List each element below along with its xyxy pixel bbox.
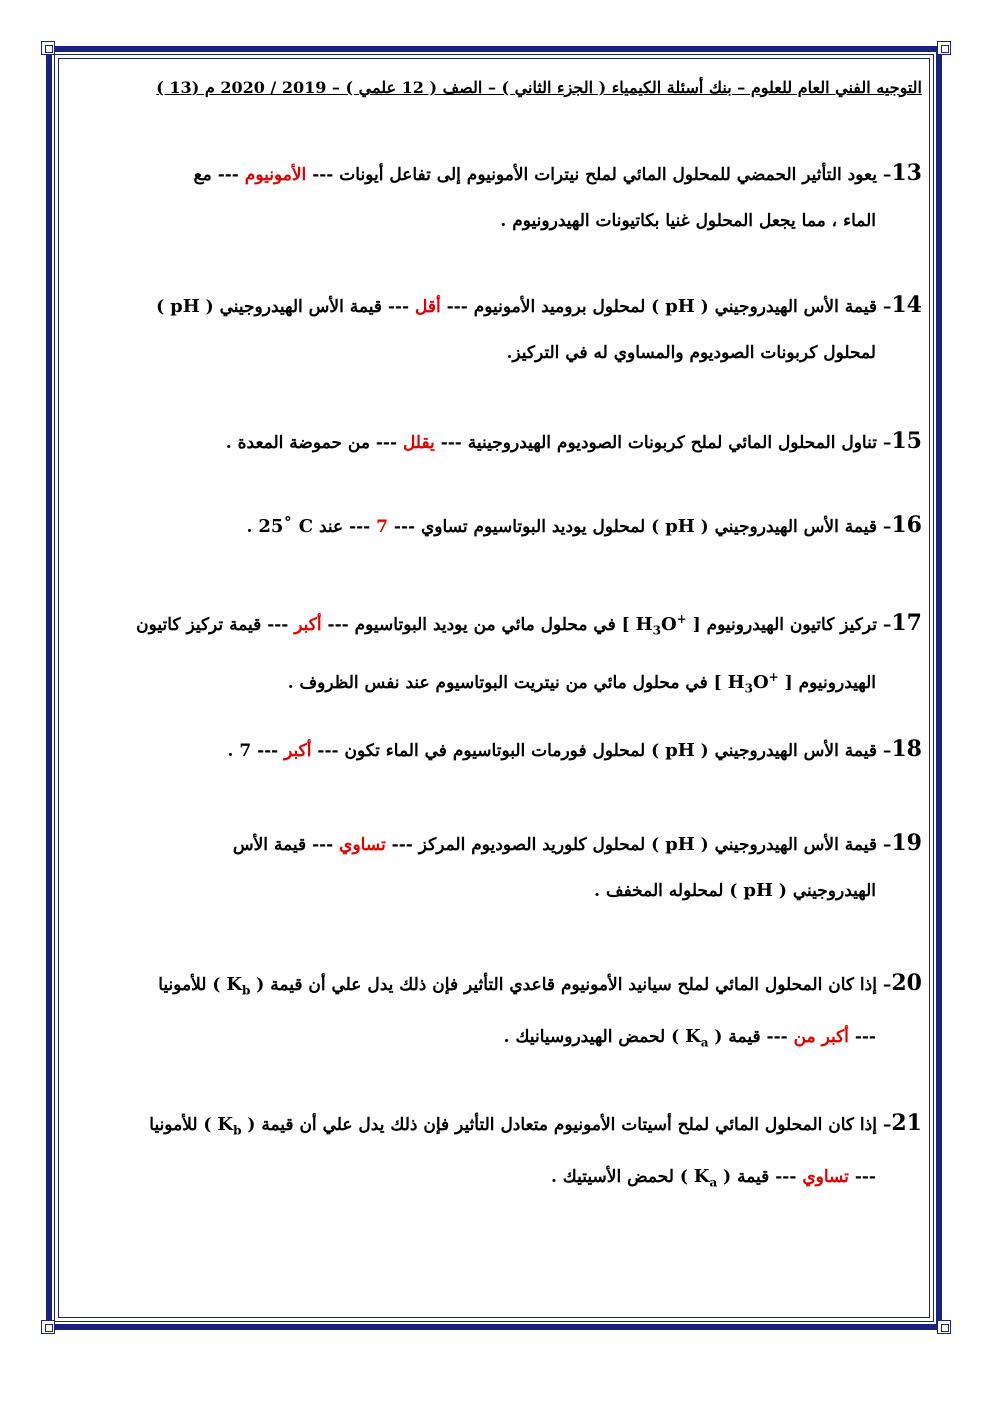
page-header: التوجيه الفني العام للعلوم – بنك أسئلة الكيمياء ( الجزء الثاني ) – الصف ( 12 علمي ) – 2019 / 2020 م (13 ) [156, 78, 922, 97]
corner-ornament [937, 41, 951, 55]
answer: 7 [376, 517, 388, 537]
question-line: الهيدروجيني ( pH ) لمحلوله المخفف . [594, 880, 876, 901]
corner-ornament [937, 1320, 951, 1334]
question-number: 20 [891, 970, 922, 996]
hydronium-formula: $H_3O^+$ [727, 669, 779, 696]
question-number: 16 [891, 512, 922, 538]
ka-symbol: $K_a$ [685, 1025, 709, 1050]
question-17 [72, 596, 922, 711]
question-line: 19– قيمة الأس الهيدروجيني ( pH ) لمحلول كلوريد الصوديوم المركز --- تساوي --- قيمة الأس [232, 830, 922, 856]
question-line: الماء ، مما يجعل المحلول غنيا بكاتيونات الهيدرونيوم . [500, 211, 876, 231]
kb-symbol: $K_b$ [217, 1114, 242, 1138]
answer: أكبر من [793, 1026, 849, 1047]
question-number: 19 [891, 830, 922, 856]
question-number: 14 [891, 292, 922, 318]
question-line: 16– قيمة الأس الهيدروجيني ( pH ) لمحلول يوديد البوتاسيوم تساوي --- 7 --- عند 25˚ C . [246, 512, 922, 538]
temperature: 25˚ C [258, 516, 314, 537]
question-line: 21– إذا كان المحلول المائي لملح أسيتات الأمونيوم متعادل التأثير فإن ذلك يدل علي أن قيمة ( $K_b$ ) للأمونيا [149, 1110, 922, 1138]
question-20 [72, 960, 922, 1065]
question-line: 13– يعود التأثير الحمضي للمحلول المائي لملح نيترات الأمونيوم إلى تفاعل أيونات --- الأمونيوم --- مع [193, 160, 922, 186]
question-number: 17 [891, 610, 922, 636]
ka-symbol: $K_a$ [693, 1165, 718, 1190]
question-line: 17– تركيز كاتيون الهيدرونيوم [ $H_3O^+$ ] في محلول مائي من يوديد البوتاسيوم --- أكبر --- قيمة تركيز كاتيون [136, 610, 922, 638]
question-line: 14– قيمة الأس الهيدروجيني ( pH ) لمحلول بروميد الأمونيوم --- أقل --- قيمة الأس الهيدروجيني ( pH ) [156, 292, 922, 318]
question-21 [72, 1100, 922, 1205]
question-19 [72, 820, 922, 914]
question-number: 18 [891, 736, 922, 762]
question-line: 18– قيمة الأس الهيدروجيني ( pH ) لمحلول فورمات البوتاسيوم في الماء تكون --- أكبر --- 7 . [227, 736, 922, 762]
kb-symbol: $K_b$ [226, 974, 251, 998]
answer: أكبر [284, 741, 312, 761]
answer: الأمونيوم [244, 165, 307, 185]
answer: يقلل [402, 433, 435, 453]
question-number: 15 [891, 428, 922, 454]
question-line: لمحلول كربونات الصوديوم والمساوي له في التركيز. [506, 343, 876, 363]
corner-ornament [41, 1320, 55, 1334]
answer: أكبر [294, 615, 322, 635]
question-line: 20– إذا كان المحلول المائي لملح سيانيد الأمونيوم قاعدي التأثير فإن ذلك يدل علي أن قيمة ( $K_b$ ) للأمونيا [158, 970, 922, 998]
question-13 [72, 150, 922, 244]
question-number: 21 [891, 1110, 922, 1136]
question-line: --- أكبر من --- قيمة ( $K_a$ ) لحمض الهيدروسيانيك . [503, 1025, 876, 1050]
question-18 [72, 726, 922, 774]
question-14 [72, 282, 922, 376]
answer: تساوي [802, 1166, 849, 1187]
hydronium-formula: $H_3O^+$ [635, 612, 687, 638]
question-15 [72, 418, 922, 466]
question-line: الهيدرونيوم [ $H_3O^+$ ] في محلول مائي من نيتريت البوتاسيوم عند نفس الظروف . [287, 669, 876, 696]
question-number: 13 [891, 160, 922, 186]
question-line: 15– تناول المحلول المائي لملح كربونات الصوديوم الهيدروجينية --- يقلل --- من حموضة المعدة . [225, 428, 922, 454]
answer: أقل [414, 297, 441, 317]
corner-ornament [41, 41, 55, 55]
answer: تساوي [339, 835, 386, 855]
question-16 [72, 502, 922, 550]
question-line: --- تساوي --- قيمة ( $K_a$ ) لحمض الأسيتيك . [550, 1165, 876, 1190]
